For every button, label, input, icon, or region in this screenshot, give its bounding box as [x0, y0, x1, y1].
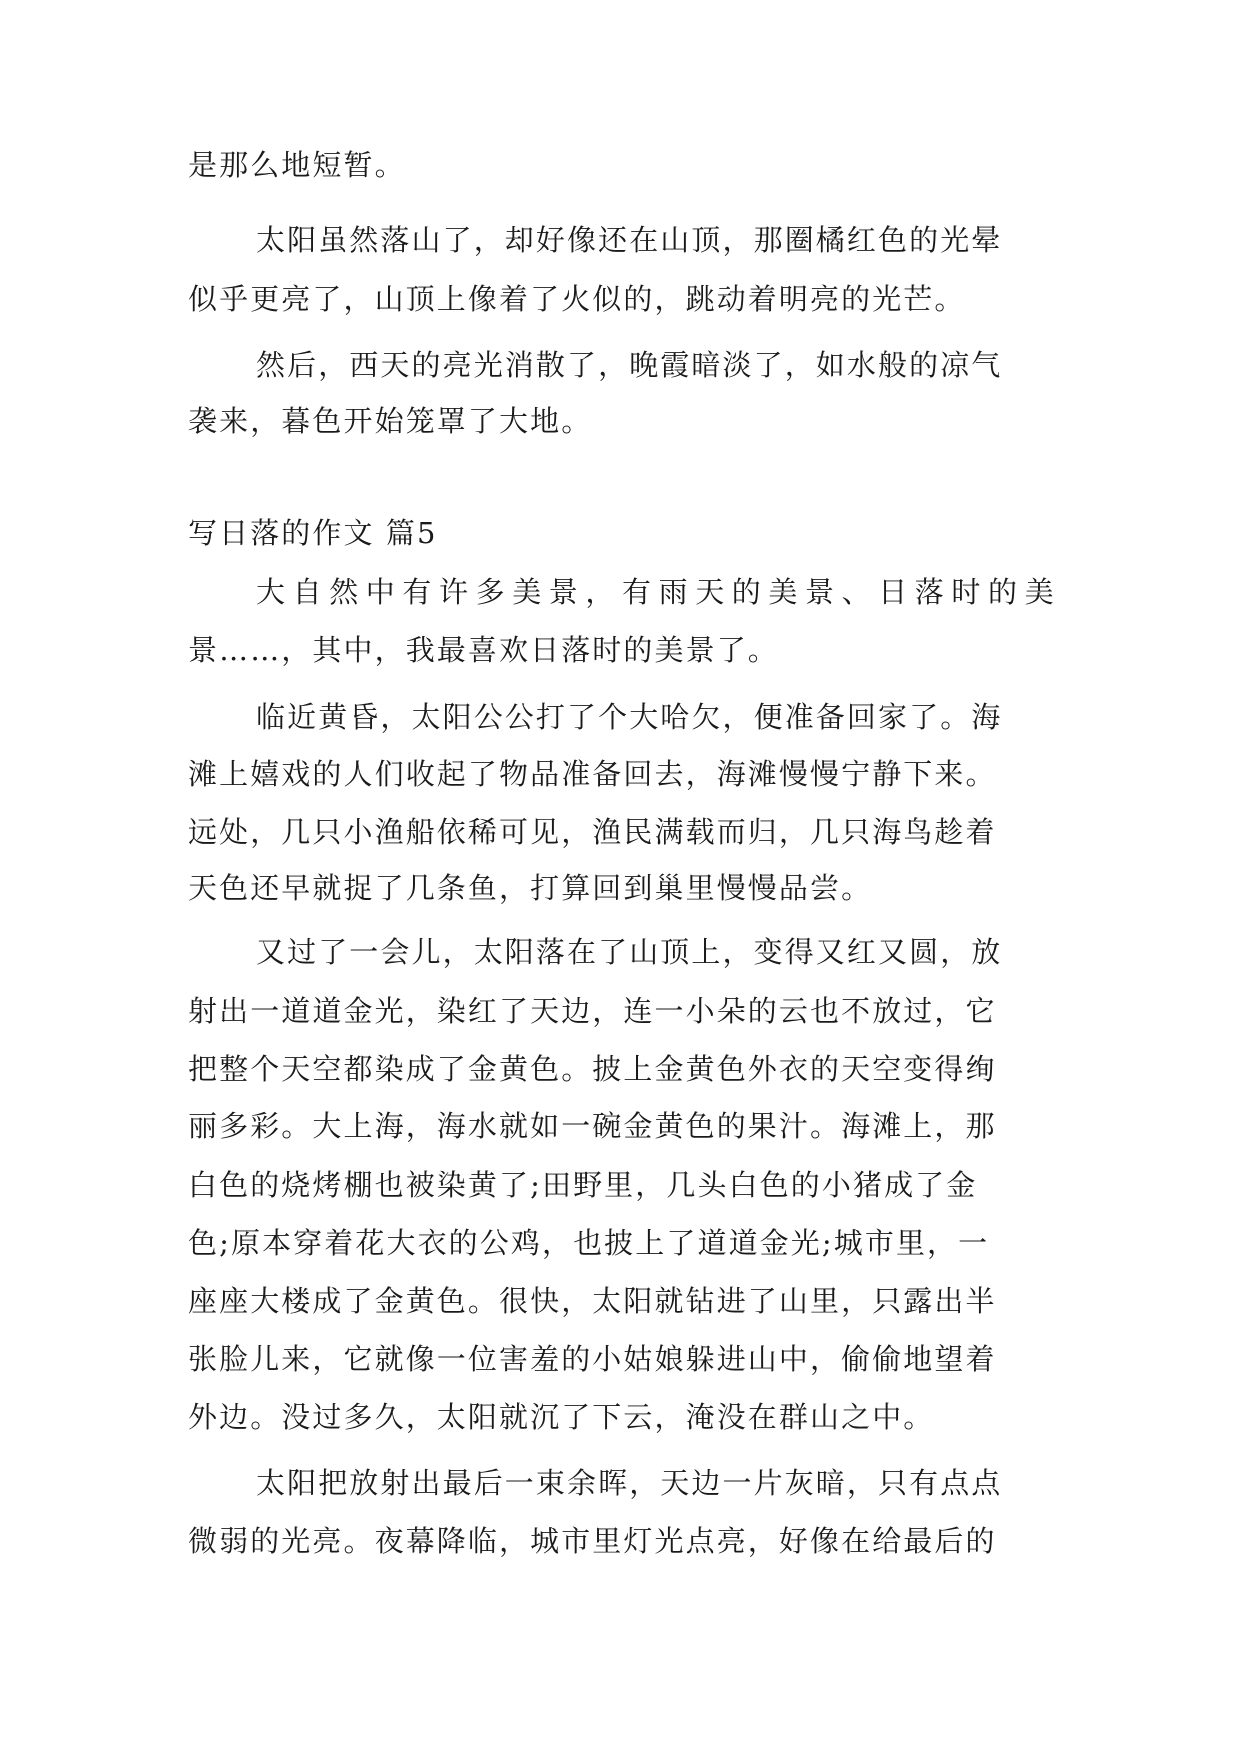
- paragraph-text: 景……，其中，我最喜欢日落时的美景了。: [188, 633, 779, 667]
- text-line: [0, 1165, 1241, 1205]
- paragraph-text: 然后，西天的亮光消散了，晚霞暗淡了，如水般的凉气: [256, 348, 1003, 382]
- paragraph-text: 外边。没过多久，太阳就沉了下云，淹没在群山之中。: [188, 1400, 935, 1434]
- text-line: [0, 145, 1241, 185]
- paragraph-text: 张脸儿来，它就像一位害羞的小姑娘躲进山中，偷偷地望着: [188, 1342, 997, 1376]
- paragraph-text: 袭来，暮色开始笼罩了大地。: [188, 404, 593, 438]
- text-line: [0, 345, 1241, 385]
- text-line: [0, 991, 1241, 1031]
- text-line: [0, 1463, 1241, 1503]
- text-line: [0, 1281, 1241, 1321]
- paragraph-text: 色;原本穿着花大衣的公鸡，也披上了道道金光;城市里，一: [188, 1226, 990, 1260]
- paragraph-text: 临近黄昏，太阳公公打了个大哈欠，便准备回家了。海: [256, 700, 1003, 734]
- paragraph-text: 把整个天空都染成了金黄色。披上金黄色外衣的天空变得绚: [188, 1052, 997, 1086]
- text-line: [0, 1223, 1241, 1263]
- paragraph-text: 太阳把放射出最后一束余晖，天边一片灰暗，只有点点: [256, 1466, 1003, 1500]
- paragraph-text: 天色还早就捉了几条鱼，打算回到巢里慢慢品尝。: [188, 871, 873, 905]
- paragraph-text: 又过了一会儿，太阳落在了山顶上，变得又红又圆，放: [256, 935, 1003, 969]
- text-line: [0, 401, 1241, 441]
- text-line: [0, 279, 1241, 319]
- text-line: [0, 513, 1241, 553]
- paragraph-text: 射出一道道金光，染红了天边，连一小朵的云也不放过，它: [188, 994, 997, 1028]
- text-line: [0, 754, 1241, 794]
- text-line: [0, 812, 1241, 852]
- paragraph-text: 座座大楼成了金黄色。很快，太阳就钻进了山里，只露出半: [188, 1284, 997, 1318]
- paragraph-text: 丽多彩。大上海，海水就如一碗金黄色的果汁。海滩上，那: [188, 1109, 997, 1143]
- paragraph-text: 是那么地短暂。: [188, 148, 406, 182]
- text-line: [0, 1049, 1241, 1089]
- paragraph-text: 白色的烧烤棚也被染黄了;田野里，几头白色的小猪成了金: [188, 1168, 978, 1202]
- paragraph-text: 滩上嬉戏的人们收起了物品准备回去，海滩慢慢宁静下来。: [188, 757, 997, 791]
- paragraph-text: 微弱的光亮。夜幕降临，城市里灯光点亮，好像在给最后的: [188, 1524, 997, 1558]
- paragraph-text: 似乎更亮了，山顶上像着了火似的，跳动着明亮的光芒。: [188, 282, 966, 316]
- paragraph-text: 远处，几只小渔船依稀可见，渔民满载而归，几只海鸟趁着: [188, 815, 997, 849]
- text-line: [0, 1521, 1241, 1561]
- paragraph-text: 大自然中有许多美景，有雨天的美景、日落时的美: [256, 575, 1062, 609]
- text-line: [0, 932, 1241, 972]
- text-line: [0, 868, 1241, 908]
- paragraph-text: 太阳虽然落山了，却好像还在山顶，那圈橘红色的光晕: [256, 223, 1003, 257]
- section-heading: 写日落的作文 篇5: [188, 516, 438, 550]
- text-line: [0, 1106, 1241, 1146]
- text-line: [0, 572, 1241, 612]
- text-line: [0, 1339, 1241, 1379]
- text-line: [0, 630, 1241, 670]
- text-line: [0, 697, 1241, 737]
- text-line: [0, 1397, 1241, 1437]
- text-line: [0, 220, 1241, 260]
